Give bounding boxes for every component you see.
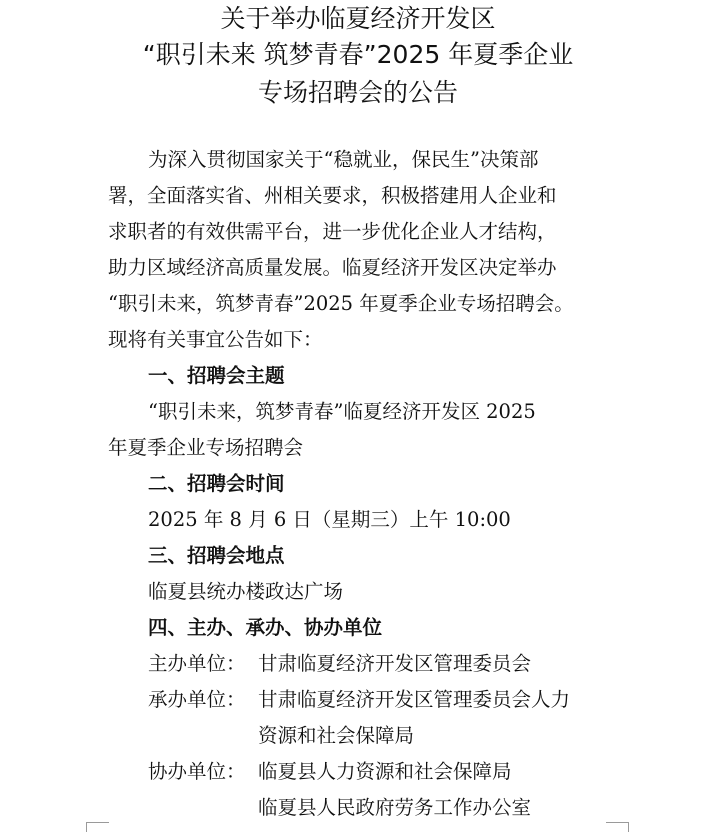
section-units-heading: 四、主办、承办、协办单位 bbox=[148, 616, 383, 639]
organizer-unit-label: 承办单位： bbox=[148, 688, 246, 711]
section-location-heading: 三、招聘会地点 bbox=[148, 544, 285, 567]
intro-line-5: “职引未来，筑梦青春”2025 年夏季企业专场招聘会。 bbox=[108, 292, 574, 315]
intro-line-1: 为深入贯彻国家关于“稳就业，保民生”决策部 bbox=[148, 148, 539, 171]
organizer-unit-value-line-1: 甘肃临夏经济开发区管理委员会人力 bbox=[258, 688, 571, 711]
section-time-heading: 二、招聘会时间 bbox=[148, 472, 285, 495]
section-theme-line-2: 年夏季企业专场招聘会 bbox=[108, 436, 304, 459]
organizer-unit-value-line-2: 资源和社会保障局 bbox=[258, 724, 415, 747]
host-unit-label: 主办单位： bbox=[148, 652, 246, 675]
section-location-value: 临夏县统办楼政达广场 bbox=[148, 580, 344, 603]
section-theme-heading: 一、招聘会主题 bbox=[148, 364, 285, 387]
intro-line-3: 求职者的有效供需平台，进一步优化企业人才结构， bbox=[108, 220, 557, 243]
intro-line-6: 现将有关事宜公告如下： bbox=[108, 328, 323, 351]
intro-line-2: 署，全面落实省、州相关要求，积极搭建用人企业和 bbox=[108, 184, 557, 207]
co-organizer-unit-value-line-1: 临夏县人力资源和社会保障局 bbox=[258, 760, 512, 783]
document-title-line-1: 关于举办临夏经济开发区 bbox=[220, 4, 496, 33]
section-theme-line-1: “职引未来，筑梦青春”临夏经济开发区 2025 bbox=[148, 400, 536, 423]
co-organizer-unit-value-line-2: 临夏县人民政府劳务工作办公室 bbox=[258, 796, 532, 819]
host-unit-value: 甘肃临夏经济开发区管理委员会 bbox=[258, 652, 532, 675]
intro-line-4: 助力区域经济高质量发展。临夏经济开发区决定举办 bbox=[108, 256, 557, 279]
document-title-line-2: “职引未来 筑梦青春”2025 年夏季企业 bbox=[142, 40, 574, 69]
document-title-line-3: 专场招聘会的公告 bbox=[257, 78, 458, 107]
co-organizer-unit-label: 协办单位： bbox=[148, 760, 246, 783]
section-time-value: 2025 年 8 月 6 日（星期三）上午 10:00 bbox=[148, 508, 511, 531]
